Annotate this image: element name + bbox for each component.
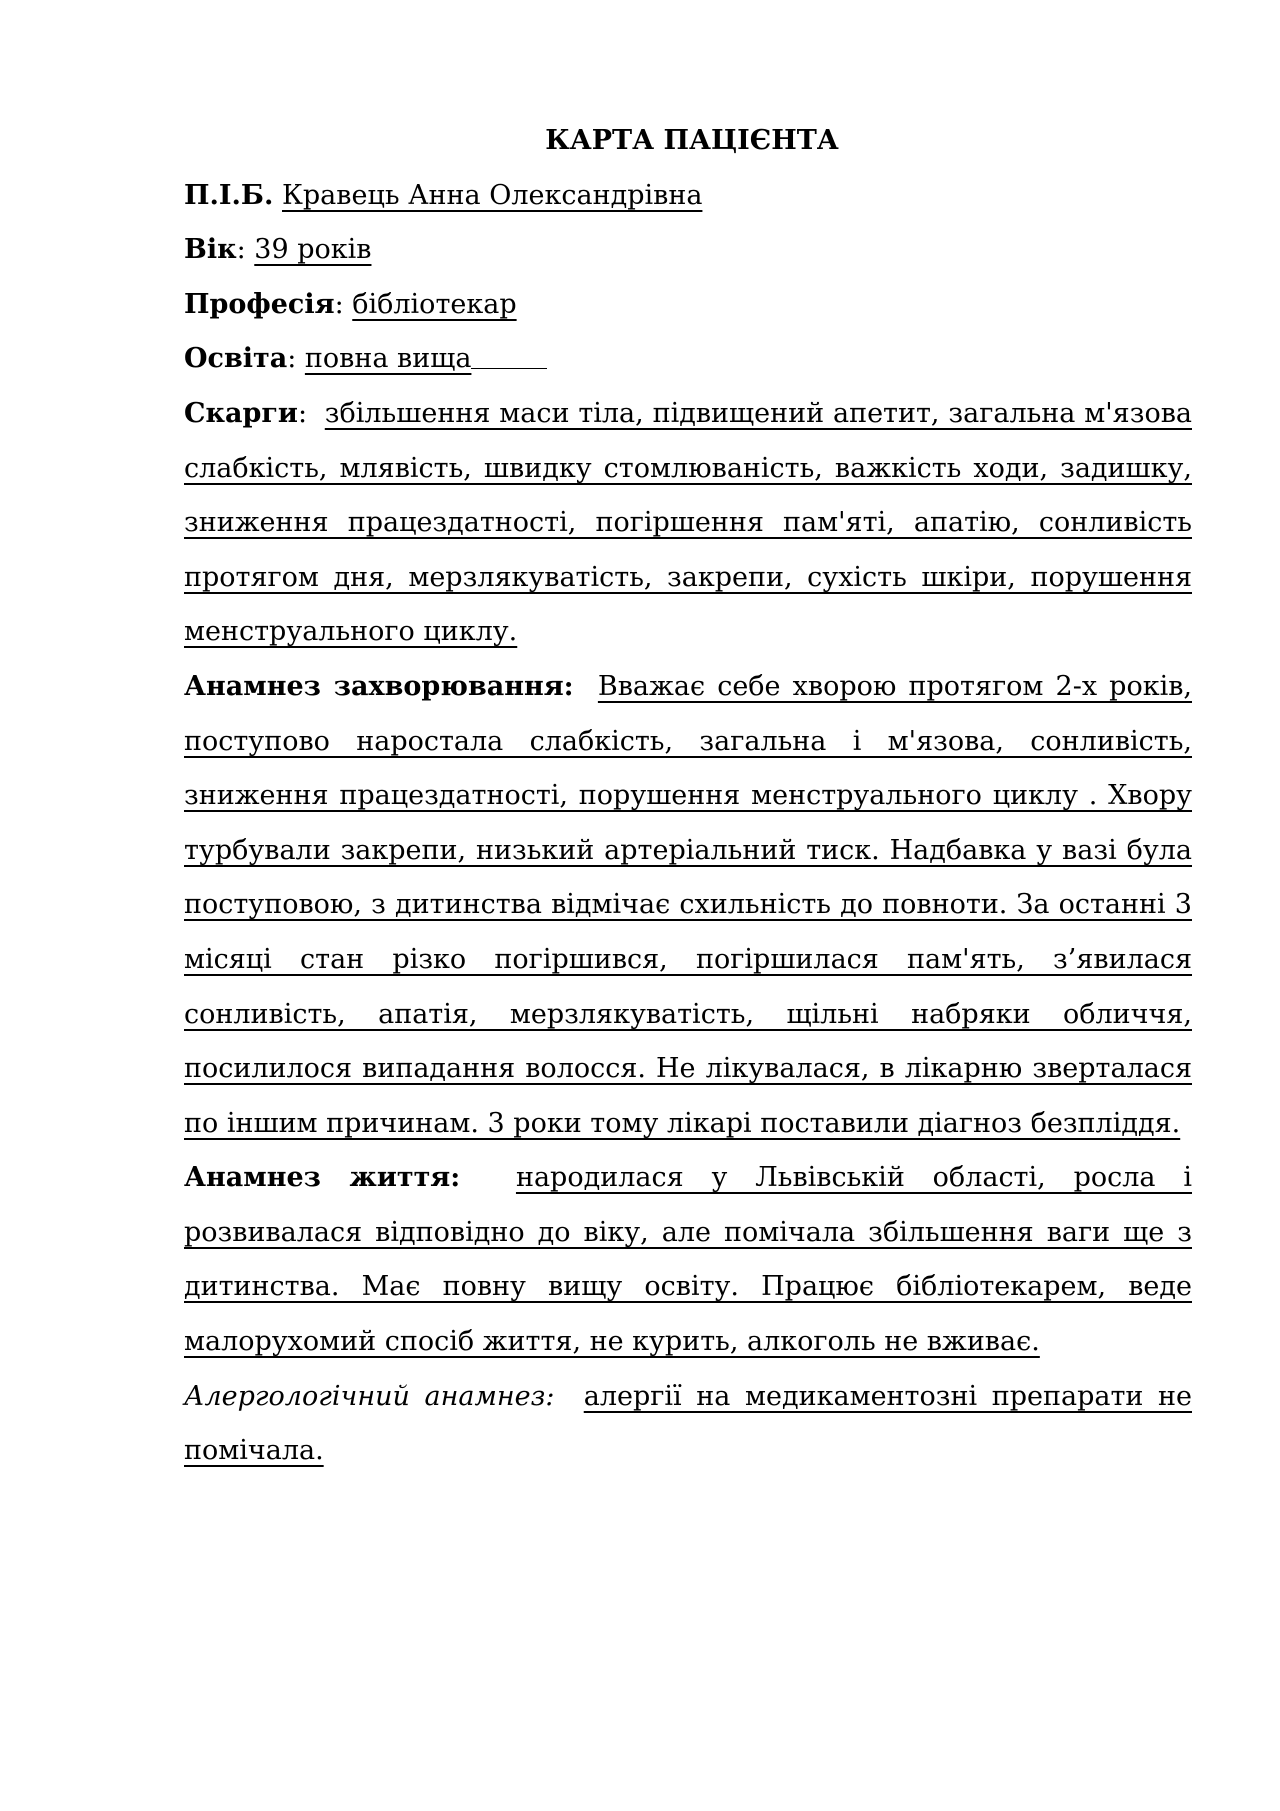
age-value: 39 років xyxy=(254,234,372,266)
life-history-label: Анамнез життя: xyxy=(184,1162,461,1194)
patient-card-page xyxy=(184,114,1192,1479)
name-label: П.І.Б. xyxy=(184,179,274,211)
profession-value: бібліотекар xyxy=(352,288,517,320)
complaints-value: збільшення маси тіла, підвищений апетит, загальна м'язова слабкість, млявість, швидку стомлюваність, важкість ходи, задишку, зниження працездатності, погіршення пам'яті, апатію, сонливість протягом дня, мерзлякуватість, закрепи, сухість шкіри, порушення менструального циклу. xyxy=(184,397,1192,648)
complaints-row: Скарги: збільшення маси тіла, підвищений апетит, загальна м'язова слабкість, млявість, швидку стомлюваність, важкість ходи, задишку, зниження працездатності, погіршення пам'яті, апатію, сонливість протягом дня, мерзлякуватість, закрепи, сухість шкіри, порушення менструального циклу. xyxy=(184,397,1192,648)
education-blank-line xyxy=(471,338,547,369)
education-value: повна вища xyxy=(304,343,472,375)
disease-history-row xyxy=(184,660,1192,1151)
age-label: Вік xyxy=(184,234,237,266)
education-row: Освіта: повна вища xyxy=(184,332,1192,387)
life-history-value: народилася у Львівській області, росла і розвивалася відповідно до віку, але помічала збільшення ваги ще з дитинства. Має повну вищу освіту. Працює бібліотекарем, веде малорухомий спосіб життя, не курить, алкоголь не вживає. xyxy=(184,1162,1192,1358)
education-label: Освіта xyxy=(184,343,288,375)
profession-label: Професія xyxy=(184,288,335,320)
disease-history-label: Анамнез захворювання: xyxy=(184,670,574,702)
profession-row: Професія: бібліотекар xyxy=(184,288,517,320)
allergy-history-value: алергії на медикаментозні препарати не помічала. xyxy=(184,1380,1192,1467)
allergy-history-row xyxy=(184,1370,1192,1479)
life-history-row xyxy=(184,1151,1192,1369)
disease-history-value: Вважає себе хворою протягом 2-х років, поступово наростала слабкість, загальна і м'язова, сонливість, зниження працездатності, порушення менструального циклу . Хвору турбували закрепи, низький артеріальний тиск. Надбавка у вазі була поступовою, з дитинства відмічає схильність до повноти. За останні 3 місяці стан різко погіршився, погіршилася пам'ять, з’явилася сонливість, апатія, мерзлякуватість, щільні набряки обличчя, посилилося випадання волосся. Не лікувалася, в лікарню зверталася по іншим причинам. 3 роки тому лікарі поставили діагноз безпліддя. xyxy=(184,670,1192,1139)
name-value: Кравець Анна Олександрівна xyxy=(282,179,703,211)
age-row: Вік: 39 років xyxy=(184,234,372,266)
name-row xyxy=(184,169,1192,224)
allergy-history-label: Алергологічний анамнез: xyxy=(184,1380,555,1412)
complaints-label: Скарги xyxy=(184,397,298,429)
page-title: КАРТА ПАЦІЄНТА xyxy=(545,125,839,156)
